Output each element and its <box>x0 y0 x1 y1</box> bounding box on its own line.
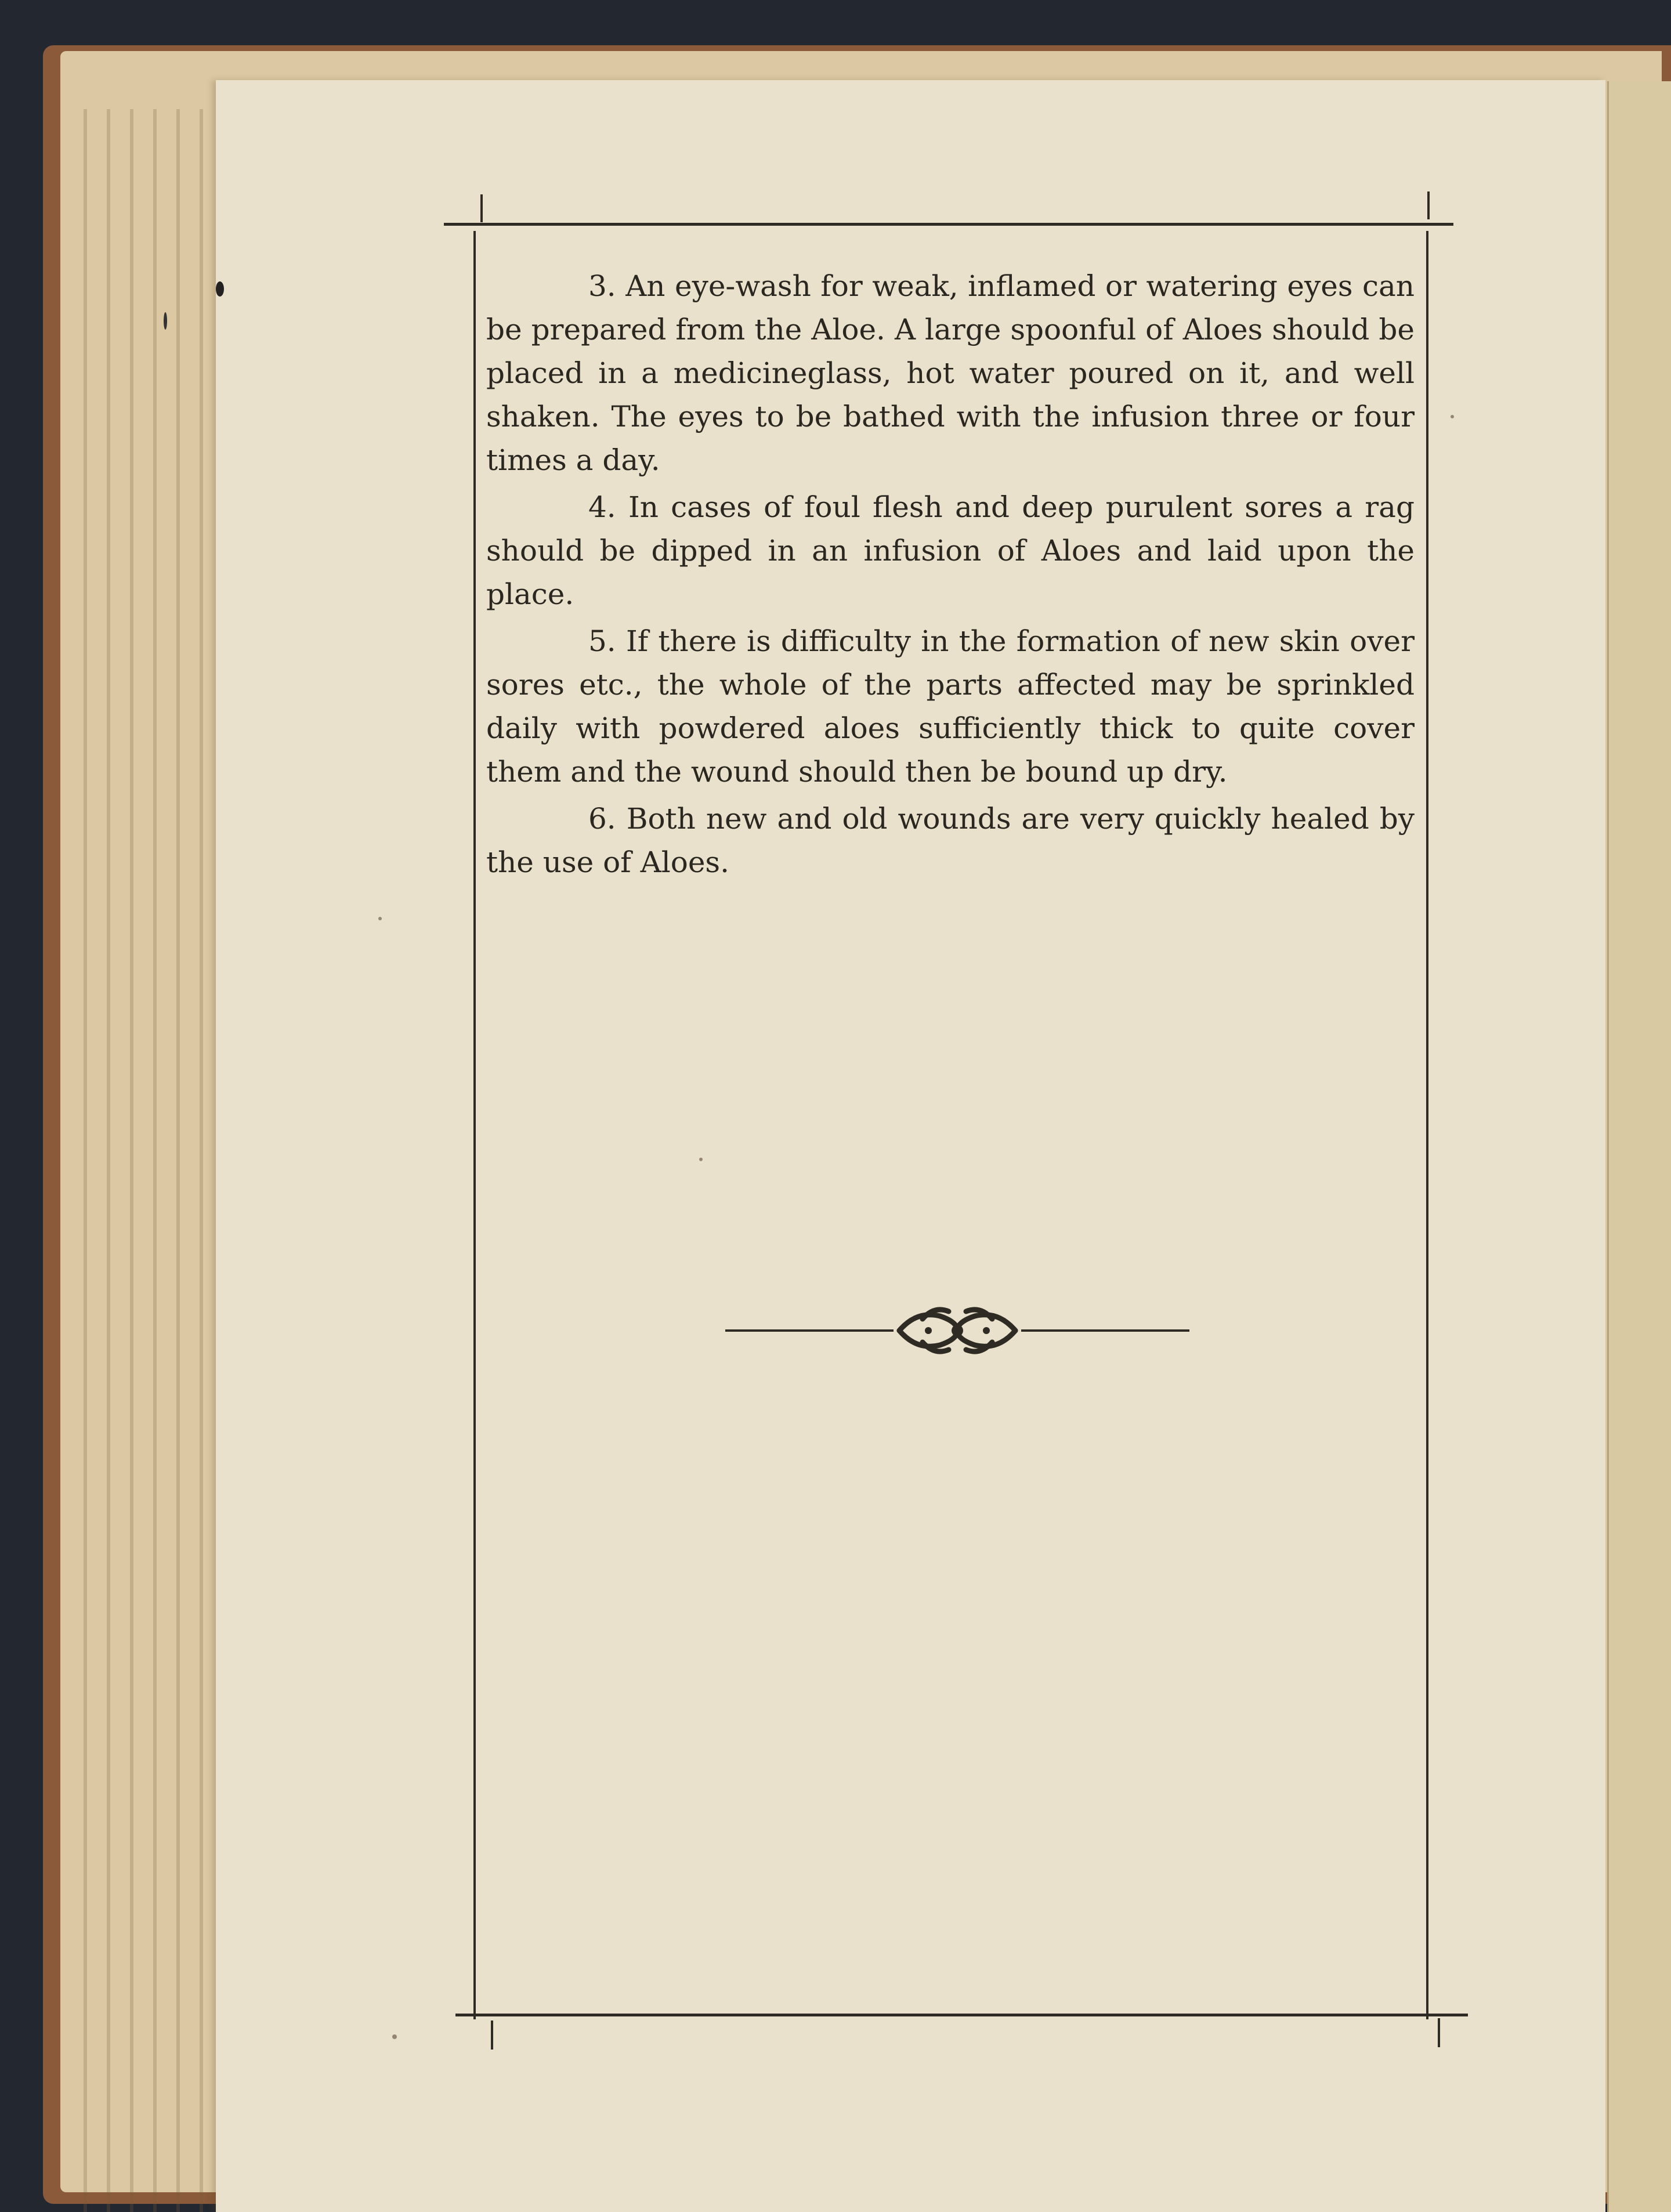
frame-tick <box>491 2021 493 2050</box>
paper-speck <box>392 2034 397 2039</box>
frame-tick <box>1427 191 1430 219</box>
paper-speck <box>1451 415 1454 418</box>
page-edge <box>200 109 203 2212</box>
margin-mark <box>164 312 167 330</box>
paragraph-3: 3. An eye-wash for weak, inflamed or watering eyes can be prepared from the Aloe. A large spoonful of Aloes should be placed in a medicineglass, hot water poured on it, and well shaken. The eyes to be bathed with the infusion three or four times a day. <box>486 269 1415 477</box>
frame-right-rule <box>1426 231 1428 2019</box>
margin-mark <box>216 281 224 297</box>
page-edge <box>153 109 157 2212</box>
paragraph-4: 4. In cases of foul flesh and deep purulent sores a rag should be dipped in an infusion of Aloes and laid upon the place. <box>486 490 1415 611</box>
paper-speck <box>378 917 382 920</box>
frame-top-rule <box>444 223 1453 226</box>
paper-speck <box>699 1158 703 1161</box>
frame-left-rule <box>473 231 476 2019</box>
scroll-ornament-icon <box>725 1299 1189 1362</box>
page-edge <box>84 109 87 2212</box>
frame-bottom-rule <box>455 2014 1468 2016</box>
paragraph-6: 6. Both new and old wounds are very quickly healed by the use of Aloes. <box>486 802 1415 879</box>
page-edge <box>107 109 110 2212</box>
paragraph-5: 5. If there is difficulty in the formation of new skin over sores etc., the whole of the parts affected may be sprinkled daily with powdered aloes sufficiently thick to quite cover them and the wound should then be bound up dry. <box>486 624 1415 789</box>
page-text <box>486 265 1415 888</box>
frame-tick <box>480 194 483 222</box>
frame-tick <box>1438 2018 1440 2047</box>
facing-page-edge <box>1607 81 1671 2212</box>
page-edge <box>130 109 133 2212</box>
page-edge <box>176 109 180 2212</box>
